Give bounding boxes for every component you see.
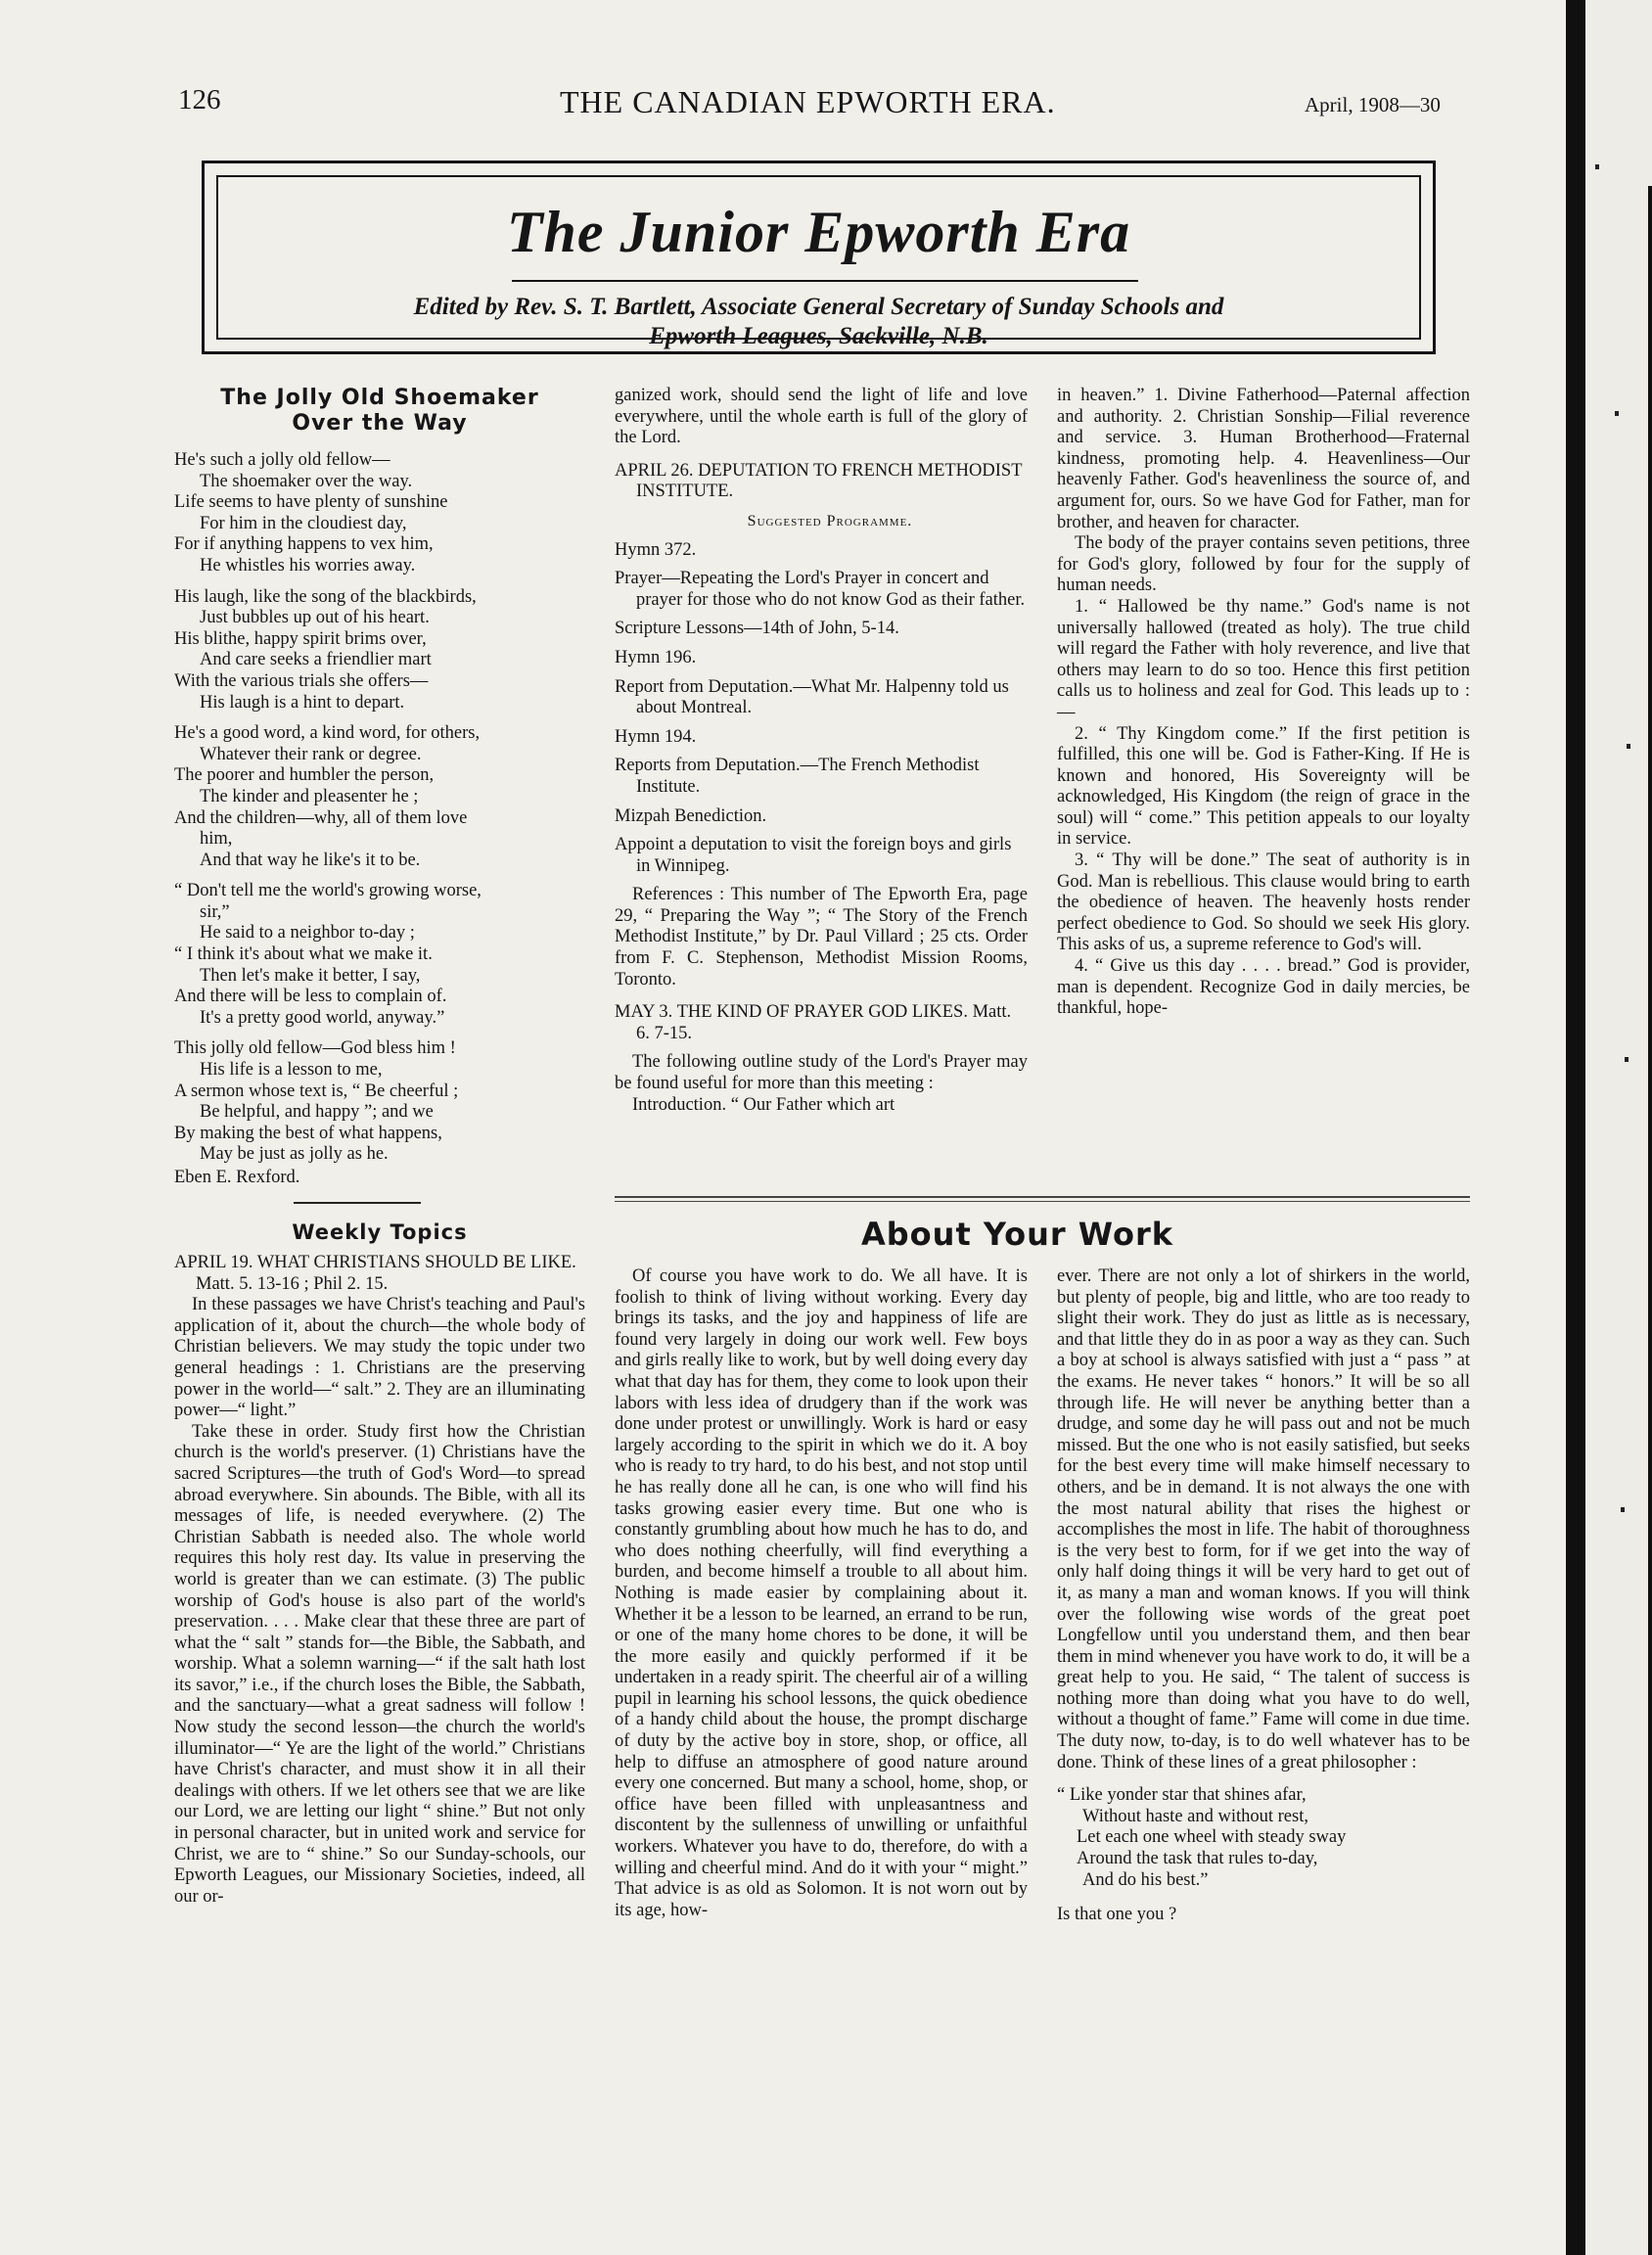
poem-line: “ Don't tell me the world's growing worse, — [174, 881, 482, 901]
poem-line: The kinder and pleasenter he ; — [200, 786, 419, 806]
adjacent-page-mark — [1621, 1507, 1625, 1512]
poem-title — [174, 386, 585, 437]
editor-credit-line2: Epworth Leagues, Sackville, N.B. — [649, 323, 988, 349]
poem-line: His laugh, like the song of the blackbirds, — [174, 586, 477, 607]
poem-line: And that way he like's it to be. — [200, 850, 421, 870]
adjacent-page-mark — [1625, 1057, 1629, 1062]
section-title: The Junior Epworth Era — [506, 200, 1131, 264]
topic-paragraph: 3. “ Thy will be done.” The seat of authority is in God. Man is rebellious. This clause would bring to earth the obedience of heaven. The heavenly hosts render perfect obedience to God. So should we seek His glory. This asks of us, a supreme reference to God's will. — [1057, 851, 1470, 955]
poem-line: And the children—why, all of them love — [174, 807, 468, 828]
programme-item: Appoint a deputation to visit the foreign boys and girls in Winnipeg. — [615, 835, 1012, 876]
poem-line: And care seeks a friendlier mart — [200, 650, 432, 670]
programme-item: Prayer—Repeating the Lord's Prayer in concert and prayer for those who do not know God as their father. — [615, 569, 1026, 610]
topic-paragraph: The following outline study of the Lord's Prayer may be found useful for more than this meeting : — [615, 1052, 1028, 1094]
poem-line: him, — [200, 829, 233, 850]
poem-body — [174, 450, 585, 1189]
topic-paragraph: ganized work, should send the light of life and love everywhere, until the whole earth is full of the glory of the Lord. — [615, 386, 1028, 448]
article-paragraph: Of course you have work to do. We all have. It is foolish to think of living without working. Every day brings its tasks, and the joy and happiness of life are found very largely in doing our work well. Few boys and girls really like to work, but by well doing every day what that day has for them, they come to look upon their labors with less idea of drudgery than if the work was done under protest or unwillingly. Work is hard or easy largely according to the spirit in which we do it. A boy who is ready to try hard, to do his best, and not stop until he has really done all he can, is one who will find his tasks growing easier every time. But one who is constantly grumbling about how much he has to do, and who does nothing cheerfully, will find everything a burden, and become himself a trouble to all about him. Nothing is made easier by complaining about it. Whether it be a lesson to be learned, an errand to be run, or one of the many home chores to be done, it will be the more easily and quickly performed if it be undertaken in a ready spirit. The cheerful air of a willing pupil in learning his school lessons, the quick obedience of a handy child about the house, the prompt discharge of duty by the active boy in store, shop, or office, all help to diffuse an atmosphere of good nature around every one concerned. But many a school, home, shop, or office have been filled with unpleasantness and discontent by the sullenness of unwilling or unfaithful workers. Whatever you have to do, therefore, do with a willing and cheerful mind. And do it with your “ might.” That advice is as old as Solomon. It is not worn out by its age, how- — [615, 1266, 1028, 1920]
poem-line: The shoemaker over the way. — [200, 471, 413, 491]
programme-item: Report from Deputation.—What Mr. Halpenny told us about Montreal. — [615, 676, 1009, 718]
column-2 — [615, 386, 1028, 1116]
quoted-verse — [1057, 1785, 1470, 1891]
programme-item: Reports from Deputation.—The French Methodist Institute. — [615, 756, 980, 797]
poem-line: He's a good word, a kind word, for others, — [174, 723, 481, 744]
poem-line: A sermon whose text is, “ Be cheerful ; — [174, 1081, 459, 1101]
journal-title: THE CANADIAN EPWORTH ERA. — [560, 84, 1056, 119]
poem-line: Be helpful, and happy ”; and we — [200, 1102, 434, 1123]
verse-line: Around the task that rules to-day, — [1077, 1849, 1318, 1869]
poem-line: The poorer and humbler the person, — [174, 765, 435, 786]
poem-line: Life seems to have plenty of sunshine — [174, 492, 448, 513]
article-paragraph: ever. There are not only a lot of shirkers in the world, but plenty of people, big and little, who are too ready to slight their work. They do just as little as is necessary, and that little they do in as poor a way as they can. Such a boy at school is always satisfied with just a “ pass ” at the exams. He never takes “ honors.” It will be so all through life. He will never be anything better than a drudge, and some day he will pass out and not be much missed. But the one who is not easily satisfied, but seeks for the best every time will make himself necessary to others, and be in demand. It is not always the one with the most natural ability that rises the highest or accomplishes the most in life. The habit of thoroughness is the very best to form, for if we get into the way of only half doing things it will be very hard to get out of it, as many a man and woman knows. If you will think over the following wise words of the great poet Longfellow until you understand them, and then bear them in mind whenever you have work to do, it will be a great help to you. He said, “ The talent of success is nothing more than doing what you have to do well, without a thought of fame.” Fame will come in due time. The duty now, to-day, is to do well whatever has to be done. Think of these lines of a great philosopher : — [1057, 1266, 1470, 1772]
about-work-column-2 — [1057, 1266, 1470, 1926]
topic-paragraph: In these passages we have Christ's teaching and Paul's application of it, about the church—the whole body of Christian believers. We may study the topic under two general headings : 1. Christians are the preserving power in the world—“ salt.” 2. They are an illuminating power—“ light.” — [174, 1295, 585, 1421]
programme-item: Hymn 372. — [615, 539, 697, 560]
topic-paragraph: in heaven.” 1. Divine Fatherhood—Paternal affection and authority. 2. Christian Sonship—Filial reverence and service. 3. Human Brotherhood—Fraternal kindness, promoting help. 4. Heavenliness—Our heavenly Father. God's heavenliness the source of, and argument for, ours. So we have God for Father, man for brother, and heaven for character. — [1057, 386, 1470, 532]
poem-line: His laugh is a hint to depart. — [200, 692, 405, 713]
programme-item: Hymn 196. — [615, 647, 697, 667]
about-work-heading: About Your Work — [861, 1216, 1173, 1253]
binding-gutter — [1566, 0, 1585, 2255]
poem-stanza — [174, 450, 585, 577]
poem-stanza — [174, 723, 585, 871]
poem-line: His life is a lesson to me, — [200, 1060, 383, 1081]
adjacent-page-mark — [1627, 744, 1630, 749]
adjacent-page-edge — [1585, 0, 1652, 2255]
poem-line: Then let's make it better, I say, — [200, 965, 421, 986]
weekly-topics-heading: Weekly Topics — [292, 1220, 468, 1244]
masthead-inner-border — [216, 175, 1421, 349]
poem-line: “ I think it's about what we make it. — [174, 944, 433, 965]
adjacent-page-mark — [1615, 411, 1619, 416]
column-1 — [174, 386, 585, 1189]
poem-title-line1: The Jolly Old Shoemaker — [220, 386, 539, 410]
column-3 — [1057, 386, 1470, 1020]
poem-line: Just bubbles up out of his heart. — [200, 608, 430, 628]
section-divider — [294, 1202, 421, 1204]
poem-title-line2: Over the Way — [292, 411, 468, 436]
editor-credit-line1: Edited by Rev. S. T. Bartlett, Associate General Secretary of Sunday Schools and — [413, 294, 1224, 320]
article-divider-thin — [615, 1201, 1470, 1202]
masthead-rule — [512, 280, 1138, 282]
programme-heading: Suggested Programme. — [747, 512, 913, 529]
topic-paragraph: 1. “ Hallowed be thy name.” God's name is not universally hallowed (treated as holy). The true child will regard the Father with holy reverence, and live that others may learn to do so too. Hence this first petition calls us to holiness and zeal for God. This leads up to :— — [1057, 596, 1470, 722]
poem-stanza — [174, 587, 585, 714]
poem-line: And there will be less to complain of. — [174, 987, 447, 1007]
verse-line: And do his best.” — [1082, 1869, 1209, 1890]
column-1-topics — [174, 1220, 585, 1908]
about-work-column-1 — [615, 1266, 1028, 1921]
adjacent-page-rule — [1648, 186, 1652, 2255]
references-paragraph: References : This number of The Epworth Era, page 29, “ Preparing the Way ”; “ The Story of the French Methodist Institute,” by Dr. Paul Villard ; 25 cts. Order from F. C. Stephenson, Methodist Mission Rooms, Toronto. — [615, 885, 1028, 989]
article-divider — [615, 1196, 1470, 1198]
topic-title-april26: APRIL 26. DEPUTATION TO FRENCH METHODIST INSTITUTE. — [615, 460, 1023, 502]
poem-line: He's such a jolly old fellow— — [174, 450, 390, 470]
topic-paragraph: 2. “ Thy Kingdom come.” If the first petition is fulfilled, this one will be. God is Father-King. If He is known and honored, His Sovereignty will be acknowledged, His Kingdom (the reign of grace in the soul) will “ come.” This petition appeals to our loyalty in service. — [1057, 723, 1470, 850]
poem-stanza — [174, 1038, 585, 1166]
poem-line: His blithe, happy spirit brims over, — [174, 628, 427, 649]
topic-paragraph: 4. “ Give us this day . . . . bread.” God is provider, man is dependent. Recognize God in daily mercies, be thankful, hope- — [1057, 956, 1470, 1019]
poem-line: With the various trials she offers— — [174, 670, 429, 691]
poem-line: By making the best of what happens, — [174, 1123, 442, 1143]
verse-line: Without haste and without rest, — [1082, 1806, 1308, 1826]
editor-credit — [218, 293, 1419, 351]
poem-line: sir,” — [200, 901, 230, 922]
poem-line: For if anything happens to vex him, — [174, 534, 434, 555]
poem-author: Eben E. Rexford. — [174, 1168, 300, 1187]
programme-item: Hymn 194. — [615, 726, 697, 747]
poem-line: May be just as jolly as he. — [200, 1144, 389, 1165]
topic-paragraph: Take these in order. Study first how the Christian church is the world's preserver. (1) Christians have the sacred Scriptures—the truth of God's Word—to spread abroad everywhere. Sin abounds. The Bible, with all its messages of life, is needed everywhere. (2) The Christian Sabbath is needed also. The whole world requires this holy rest day. Its value in preserving the world is greater than we can estimate. (3) The public worship of God's house is also part of the world's preservation. . . . Make clear that these three are part of what the “ salt ” stands for—the Bible, the Sabbath, and worship. What a solemn warning—“ if the salt hath lost its savor,” i.e., if the church loses the Bible, the Sabbath, and the sanctuary—what a great sadness will follow ! Now study the second lesson—the church the world's illuminator—“ Ye are the light of the world.” Christians have Christ's character, and must show it in all their dealings with others. If we let others see that we are like our Lord, we are letting our light “ shine.” But not only in personal character, but in united work and service for Christ, we are to “ shine.” So our Sunday-schools, our Epworth Leagues, our Missionary Societies, indeed, all our or- — [174, 1421, 585, 1907]
poem-line: For him in the cloudiest day, — [200, 513, 407, 533]
programme-item: Mizpah Benediction. — [615, 805, 767, 826]
masthead-box — [202, 161, 1436, 354]
poem-stanza — [174, 881, 585, 1029]
topic-paragraph: Introduction. “ Our Father which art — [632, 1094, 895, 1115]
adjacent-page-mark — [1595, 164, 1599, 169]
verse-line: “ Like yonder star that shines afar, — [1057, 1785, 1307, 1806]
page-number: 126 — [178, 84, 221, 115]
topic-paragraph: The body of the prayer contains seven petitions, three for God's glory, followed by four for the supply of human needs. — [1057, 533, 1470, 596]
topic-title-april19: APRIL 19. WHAT CHRISTIANS SHOULD BE LIKE. Matt. 5. 13-16 ; Phil 2. 15. — [174, 1253, 576, 1294]
closing-question: Is that one you ? — [1057, 1905, 1177, 1925]
issue-date: April, 1908—30 — [1305, 93, 1441, 116]
poem-line: Whatever their rank or degree. — [200, 744, 422, 764]
poem-line: This jolly old fellow—God bless him ! — [174, 1038, 456, 1059]
poem-line: He whistles his worries away. — [200, 555, 416, 575]
topic-title-may3: MAY 3. THE KIND OF PRAYER GOD LIKES. Matt. 6. 7-15. — [615, 1002, 1012, 1043]
poem-line: It's a pretty good world, anyway.” — [200, 1007, 445, 1028]
programme-item: Scripture Lessons—14th of John, 5-14. — [615, 619, 899, 639]
verse-line: Let each one wheel with steady sway — [1077, 1827, 1347, 1848]
poem-line: He said to a neighbor to-day ; — [200, 923, 415, 943]
